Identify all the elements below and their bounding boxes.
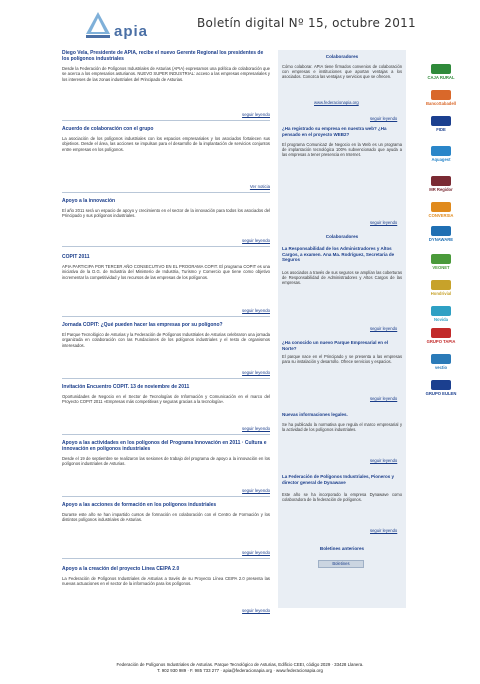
partner-logo[interactable] (412, 116, 470, 132)
article-title[interactable]: Diego Vela, Presidente de APIA, recibe el nuevo Gerente Regional los presidentes de los polígonos industriales (62, 50, 264, 62)
partner-logo[interactable] (412, 202, 470, 218)
read-more-link[interactable]: seguir leyendo (242, 550, 270, 555)
partner-logo-icon (431, 176, 451, 186)
collab-website-link[interactable]: www.federacionapia.org (314, 100, 359, 105)
partner-logo-icon (431, 226, 451, 236)
read-more-link[interactable]: seguir leyendo (370, 116, 398, 121)
partner-logo[interactable] (412, 90, 470, 106)
read-more-link[interactable]: seguir leyendo (370, 220, 398, 225)
collab-text: Cómo colaborar. APIA tiene firmados convenios de colaboración con empresas e instituciones que aportan ventajas a los asociados. Conozca las ventajas y servicios que se ofrecen. (282, 64, 402, 80)
partner-logo-name: GRUPO TAPIA (426, 339, 456, 344)
article (62, 502, 270, 523)
article-title[interactable]: Apoyo a las actividades en los polígonos del Programa Innovación en 2011 · Cultura e innovación en polígonos industriales (62, 440, 267, 452)
read-more-link[interactable]: seguir leyendo (242, 488, 270, 493)
side-item-title[interactable]: Nuevas informaciones legales. (282, 412, 348, 417)
article-text: Desde el 19 de septiembre se realizaron las sesiones de trabajo del programa de apoyo a la innovación en los polígonos industriales de Asturias. (62, 456, 270, 467)
article (62, 254, 270, 280)
side-item-text: Los asociados a través de sus seguros se amplían las coberturas de Responsabilidad de Administradores y Altos Cargos de las empresas. (282, 270, 402, 286)
side-item-text: El parque nace en el Principado y se presenta a las empresas para su instalación y desarrollo. Ofrece servicios y espacios. (282, 354, 402, 365)
partner-logo-icon (431, 306, 451, 316)
divider (62, 496, 270, 497)
footer-contact[interactable]: T. 902 930 989 · F. 985 733 277 · apia@federacionapia.org · www.federacionapia.org (157, 668, 323, 673)
article-title[interactable]: Apoyo a la innovación (62, 198, 116, 204)
divider (62, 316, 270, 317)
header (0, 0, 480, 48)
partner-logo-name: Hondrivial (430, 291, 452, 296)
side-item-title[interactable]: La Federación de Polígonos Industriales, Pioneros y director general de Dynawave (282, 474, 395, 485)
partner-logo-icon (431, 64, 451, 74)
partner-logo-name: CAJA RURAL (427, 75, 455, 80)
side-item-title[interactable]: ¿Ha registrado su empresa en nuestra web? ¿Ha pensado en el proyecto WEB2? (282, 126, 387, 137)
read-more-link[interactable]: seguir leyendo (242, 608, 270, 613)
partner-logo-name: vectio (434, 365, 448, 370)
partner-logo-icon (431, 354, 451, 364)
read-more-link[interactable]: seguir leyendo (370, 528, 398, 533)
partner-logo-name: CONVERSIA (428, 213, 454, 218)
partner-logo-icon (431, 280, 451, 290)
divider (62, 558, 270, 559)
partner-logo-icon (431, 254, 451, 264)
partner-logo-name: BancoSabadell (425, 101, 457, 106)
article (62, 50, 270, 82)
partner-logo-name: GRUPO EULEN (425, 391, 457, 396)
article-text: El Parque Tecnológico de Asturias y la Federación de Polígonos Industriales de Asturias celebraron una jornada organizada en colaboración con las Fundaciones de los polígonos industriales y el resto de organismos interesados. (62, 332, 270, 348)
article-text: La asociación de los polígonos industriales con los espacios empresariales y los asociados fortalecen sus objetivos. Desde el área, las acciones se impulsan para el desarrollo de la implantación de servicios conjuntos entre empresas en los polígonos. (62, 136, 270, 152)
partner-logo-icon (431, 202, 451, 212)
partner-logo-name: VEONET (432, 265, 450, 270)
article (62, 440, 270, 467)
article-title[interactable]: Invitación Encuentro COPIT. 13 de noviembre de 2011 (62, 384, 190, 390)
partner-logo-name: MR Regidor (429, 187, 453, 192)
partner-logo[interactable] (412, 146, 470, 162)
apia-logo-icon (84, 10, 112, 40)
read-more-link[interactable]: seguir leyendo (242, 112, 270, 117)
article-title[interactable]: COPIT 2011 (62, 254, 90, 260)
article (62, 566, 270, 587)
collab-heading: Colaboradores (325, 54, 359, 59)
divider (62, 434, 270, 435)
read-more-link[interactable]: seguir leyendo (242, 370, 270, 375)
article-title[interactable]: Apoyo a las acciones de formación en los polígonos industriales (62, 502, 217, 508)
read-more-link[interactable]: Ver noticia (249, 184, 270, 189)
side-item-text: Este año se ha incorporado la empresa Dynawave como colaboradora de la federación de polígonos. (282, 492, 402, 503)
partner-logo-icon (431, 380, 451, 390)
partner-logo-icon (431, 90, 451, 100)
partner-logo[interactable] (412, 64, 470, 80)
read-more-link[interactable]: seguir leyendo (370, 396, 398, 401)
side-item-title[interactable]: ¿Ha conocido un nuevo Parque Empresarial en el Norte? (282, 340, 389, 351)
side-item-text: Se ha publicado la normativa que regula el marco empresarial y la actividad de los polígonos industriales. (282, 422, 402, 433)
divider (62, 378, 270, 379)
article (62, 384, 270, 405)
divider (62, 192, 270, 193)
read-more-link[interactable]: seguir leyendo (370, 458, 398, 463)
article-text: Durante este año se han impartido cursos de formación en colaboración con el Centro de Formación y los distintos polígonos industriales de Asturias. (62, 512, 270, 523)
apia-logo-text: apia (114, 23, 149, 40)
partner-logo-name: Novida (434, 317, 448, 322)
article (62, 198, 270, 219)
footer-address: Federación de Polígonos Industriales de Asturias. Parque Tecnológico de Asturias, Edificio CEEI, código 2029 · 33428 Llanera. (116, 662, 364, 667)
partner-logo-icon (431, 116, 451, 126)
article-text: APIA PARTICIPA POR TERCER AÑO CONSECUTIVO EN EL PROGRAMA COPIT. El programa COPIT es una iniciativa de la D.G. de Industria del Ministerio de Industria, Turismo y Comercio que tiene como objetivo incrementar la competitividad y los recursos de las empresas de los polígonos. (62, 264, 270, 280)
read-more-link[interactable]: seguir leyendo (242, 426, 270, 431)
divider (62, 120, 270, 121)
article-text: Desde la Federación de Polígonos Industriales de Asturias (APIA) expresamos una política de colaboración que se acerca a los empresarios asturianos. NUEVO SUPER INDUSTRIAL: acceso a las empresas empresariales y los intereses de las zonas industriales del Principado de Asturias. (62, 66, 270, 82)
side-item-text: El programa Comunica2 de Negocio en la Web es un programa de implantación tecnológica 100% subvencionado que ayuda a las empresas a tener presencia en Internet. (282, 142, 402, 158)
partner-logo[interactable] (412, 226, 470, 242)
read-more-link[interactable]: seguir leyendo (242, 238, 270, 243)
article (62, 322, 270, 348)
partner-logo[interactable] (412, 306, 470, 322)
section-heading: Colaboradores (325, 234, 359, 239)
article-title[interactable]: Acuerdo de colaboración con el grupo (62, 126, 154, 132)
partner-logo[interactable] (412, 280, 470, 296)
partner-logo-name: DYNAWARE (428, 237, 454, 242)
partner-logo[interactable] (412, 354, 470, 370)
article-text: La Federación de Polígonos Industriales de Asturias a través de su Proyecto Línea CEIPA 2.0 presenta las nuevas actuaciones en el sector de la información para los polígonos. (62, 576, 270, 587)
footer (0, 662, 480, 674)
partner-logo-icon (431, 328, 451, 338)
article-text: El año 2011 será un espacio de apoyo y crecimiento en el sector de la innovación para todos los asociados del Principado y sus polígonos industriales. (62, 208, 270, 219)
apia-logo[interactable] (84, 10, 174, 42)
article-title[interactable]: Jornada COPIT: ¿Qué pueden hacer las empresas por su polígono? (62, 322, 223, 328)
article-title[interactable]: Apoyo a la creación del proyecto Línea CEIPA 2.0 (62, 566, 180, 572)
partner-logo[interactable] (412, 328, 470, 344)
article (62, 126, 270, 152)
bulletin-title: Boletín digital Nº 15, octubre 2011 (197, 16, 416, 30)
divider (62, 246, 270, 247)
partner-logo[interactable] (412, 380, 470, 396)
read-more-link[interactable]: seguir leyendo (242, 308, 270, 313)
partner-logo-name: FIDE (436, 127, 446, 132)
article-text: Oportunidades de Negocio en el Sector de Tecnologías de Información y Comunicación en el marco del Proyecto COPIT 2011 «Empresas más competitivas y seguras gracias a la tecnología». (62, 394, 270, 405)
partner-logo-name: Aquagest (431, 157, 451, 162)
partner-logo[interactable] (412, 254, 470, 270)
read-more-link[interactable]: seguir leyendo (370, 326, 398, 331)
partner-logo-icon (431, 146, 451, 156)
side-item-title[interactable]: La Responsabilidad de los Administradores y Altos Cargos, a examen. Ana Ma. Rodríguez, Secretaria de Seguros (282, 246, 395, 263)
archive-button[interactable]: Boletines (318, 560, 364, 568)
archive-heading: Boletines anteriores (319, 546, 365, 551)
partner-logo[interactable] (412, 176, 470, 192)
